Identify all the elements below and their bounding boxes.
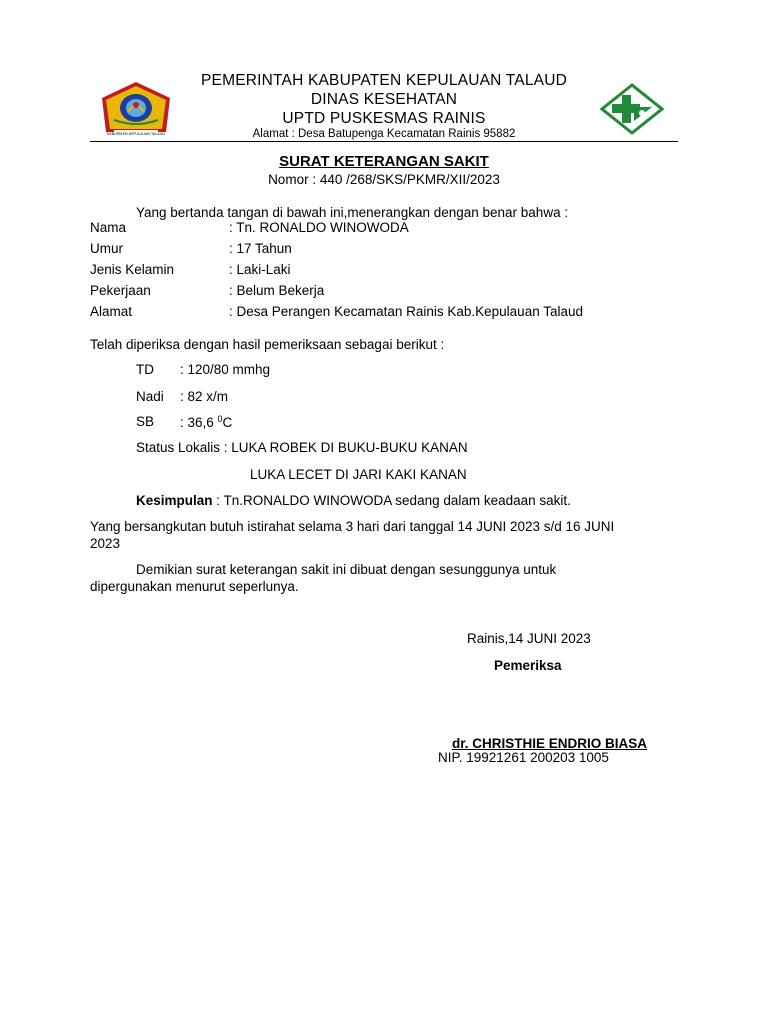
- field-label-nama: Nama: [90, 220, 127, 235]
- field-value-alamat: : Desa Perangen Kecamatan Rainis Kab.Kepulauan Talaud: [229, 304, 583, 319]
- exam-intro: Telah diperiksa dengan hasil pemeriksaan sebagai berikut :: [90, 337, 445, 352]
- rest-period-line1: Yang bersangkutan butuh istirahat selama 3 hari dari tanggal 14 JUNI 2023 s/d 16 JUNI: [90, 519, 615, 534]
- field-value-nama: : Tn. RONALDO WINOWODA: [229, 220, 409, 235]
- status-lokalis-2: LUKA LECET DI JARI KAKI KANAN: [250, 467, 467, 482]
- vital-label-sb: SB: [136, 414, 155, 429]
- intro-text: Yang bertanda tangan di bawah ini,menerangkan dengan benar bahwa :: [136, 205, 569, 220]
- vital-label-nadi: Nadi: [136, 389, 164, 404]
- signer-nip: NIP. 19921261 200203 1005: [438, 750, 609, 765]
- signer-name: dr. CHRISTHIE ENDRIO BIASA: [452, 736, 648, 751]
- vital-value-nadi: : 82 x/m: [180, 389, 229, 404]
- vital-label-td: TD: [136, 362, 154, 377]
- rest-period-line2: 2023: [90, 536, 121, 551]
- document-title: SURAT KETERANGAN SAKIT: [279, 153, 489, 170]
- closing-line1: Demikian surat keterangan sakit ini dibuat dengan sesunggunya untuk: [136, 562, 557, 577]
- header-puskesmas: UPTD PUSKESMAS RAINIS: [282, 110, 486, 127]
- header-address: Alamat : Desa Batupenga Kecamatan Rainis 95882: [252, 128, 516, 140]
- conclusion: [136, 493, 571, 508]
- vital-value-td: : 120/80 mmhg: [180, 362, 271, 377]
- svg-text:KABUPATEN KEPULAUAN TALAUD: KABUPATEN KEPULAUAN TALAUD: [107, 132, 165, 136]
- closing-line2: dipergunakan menurut seperlunya.: [90, 579, 299, 594]
- header-divider: [90, 141, 678, 142]
- vital-value-sb-number: : 36,6: [180, 415, 218, 430]
- vital-value-sb-degree: 0: [217, 414, 223, 424]
- header-department: DINAS KESEHATAN: [310, 91, 458, 108]
- field-label-umur: Umur: [90, 241, 123, 256]
- conclusion-label: Kesimpulan: [136, 493, 213, 508]
- field-value-jenis-kelamin: : Laki-Laki: [229, 262, 291, 277]
- document-number: Nomor : 440 /268/SKS/PKMR/XII/2023: [268, 172, 500, 187]
- status-lokalis: Status Lokalis : LUKA ROBEK DI BUKU-BUKU KANAN: [136, 440, 468, 455]
- field-value-pekerjaan: : Belum Bekerja: [229, 283, 325, 298]
- field-label-jenis-kelamin: Jenis Kelamin: [90, 262, 175, 277]
- field-value-umur: : 17 Tahun: [229, 241, 292, 256]
- vital-value-sb: [180, 414, 232, 430]
- signer-role: Pemeriksa: [494, 658, 562, 673]
- header-government: PEMERINTAH KABUPATEN KEPULAUAN TALAUD: [201, 72, 567, 89]
- place-date: Rainis,14 JUNI 2023: [467, 631, 591, 646]
- conclusion-text: : Tn.RONALDO WINOWODA sedang dalam keadaan sakit.: [212, 493, 571, 508]
- field-label-alamat: Alamat: [90, 304, 133, 319]
- field-label-pekerjaan: Pekerjaan: [90, 283, 151, 298]
- vital-value-sb-unit: C: [222, 415, 233, 430]
